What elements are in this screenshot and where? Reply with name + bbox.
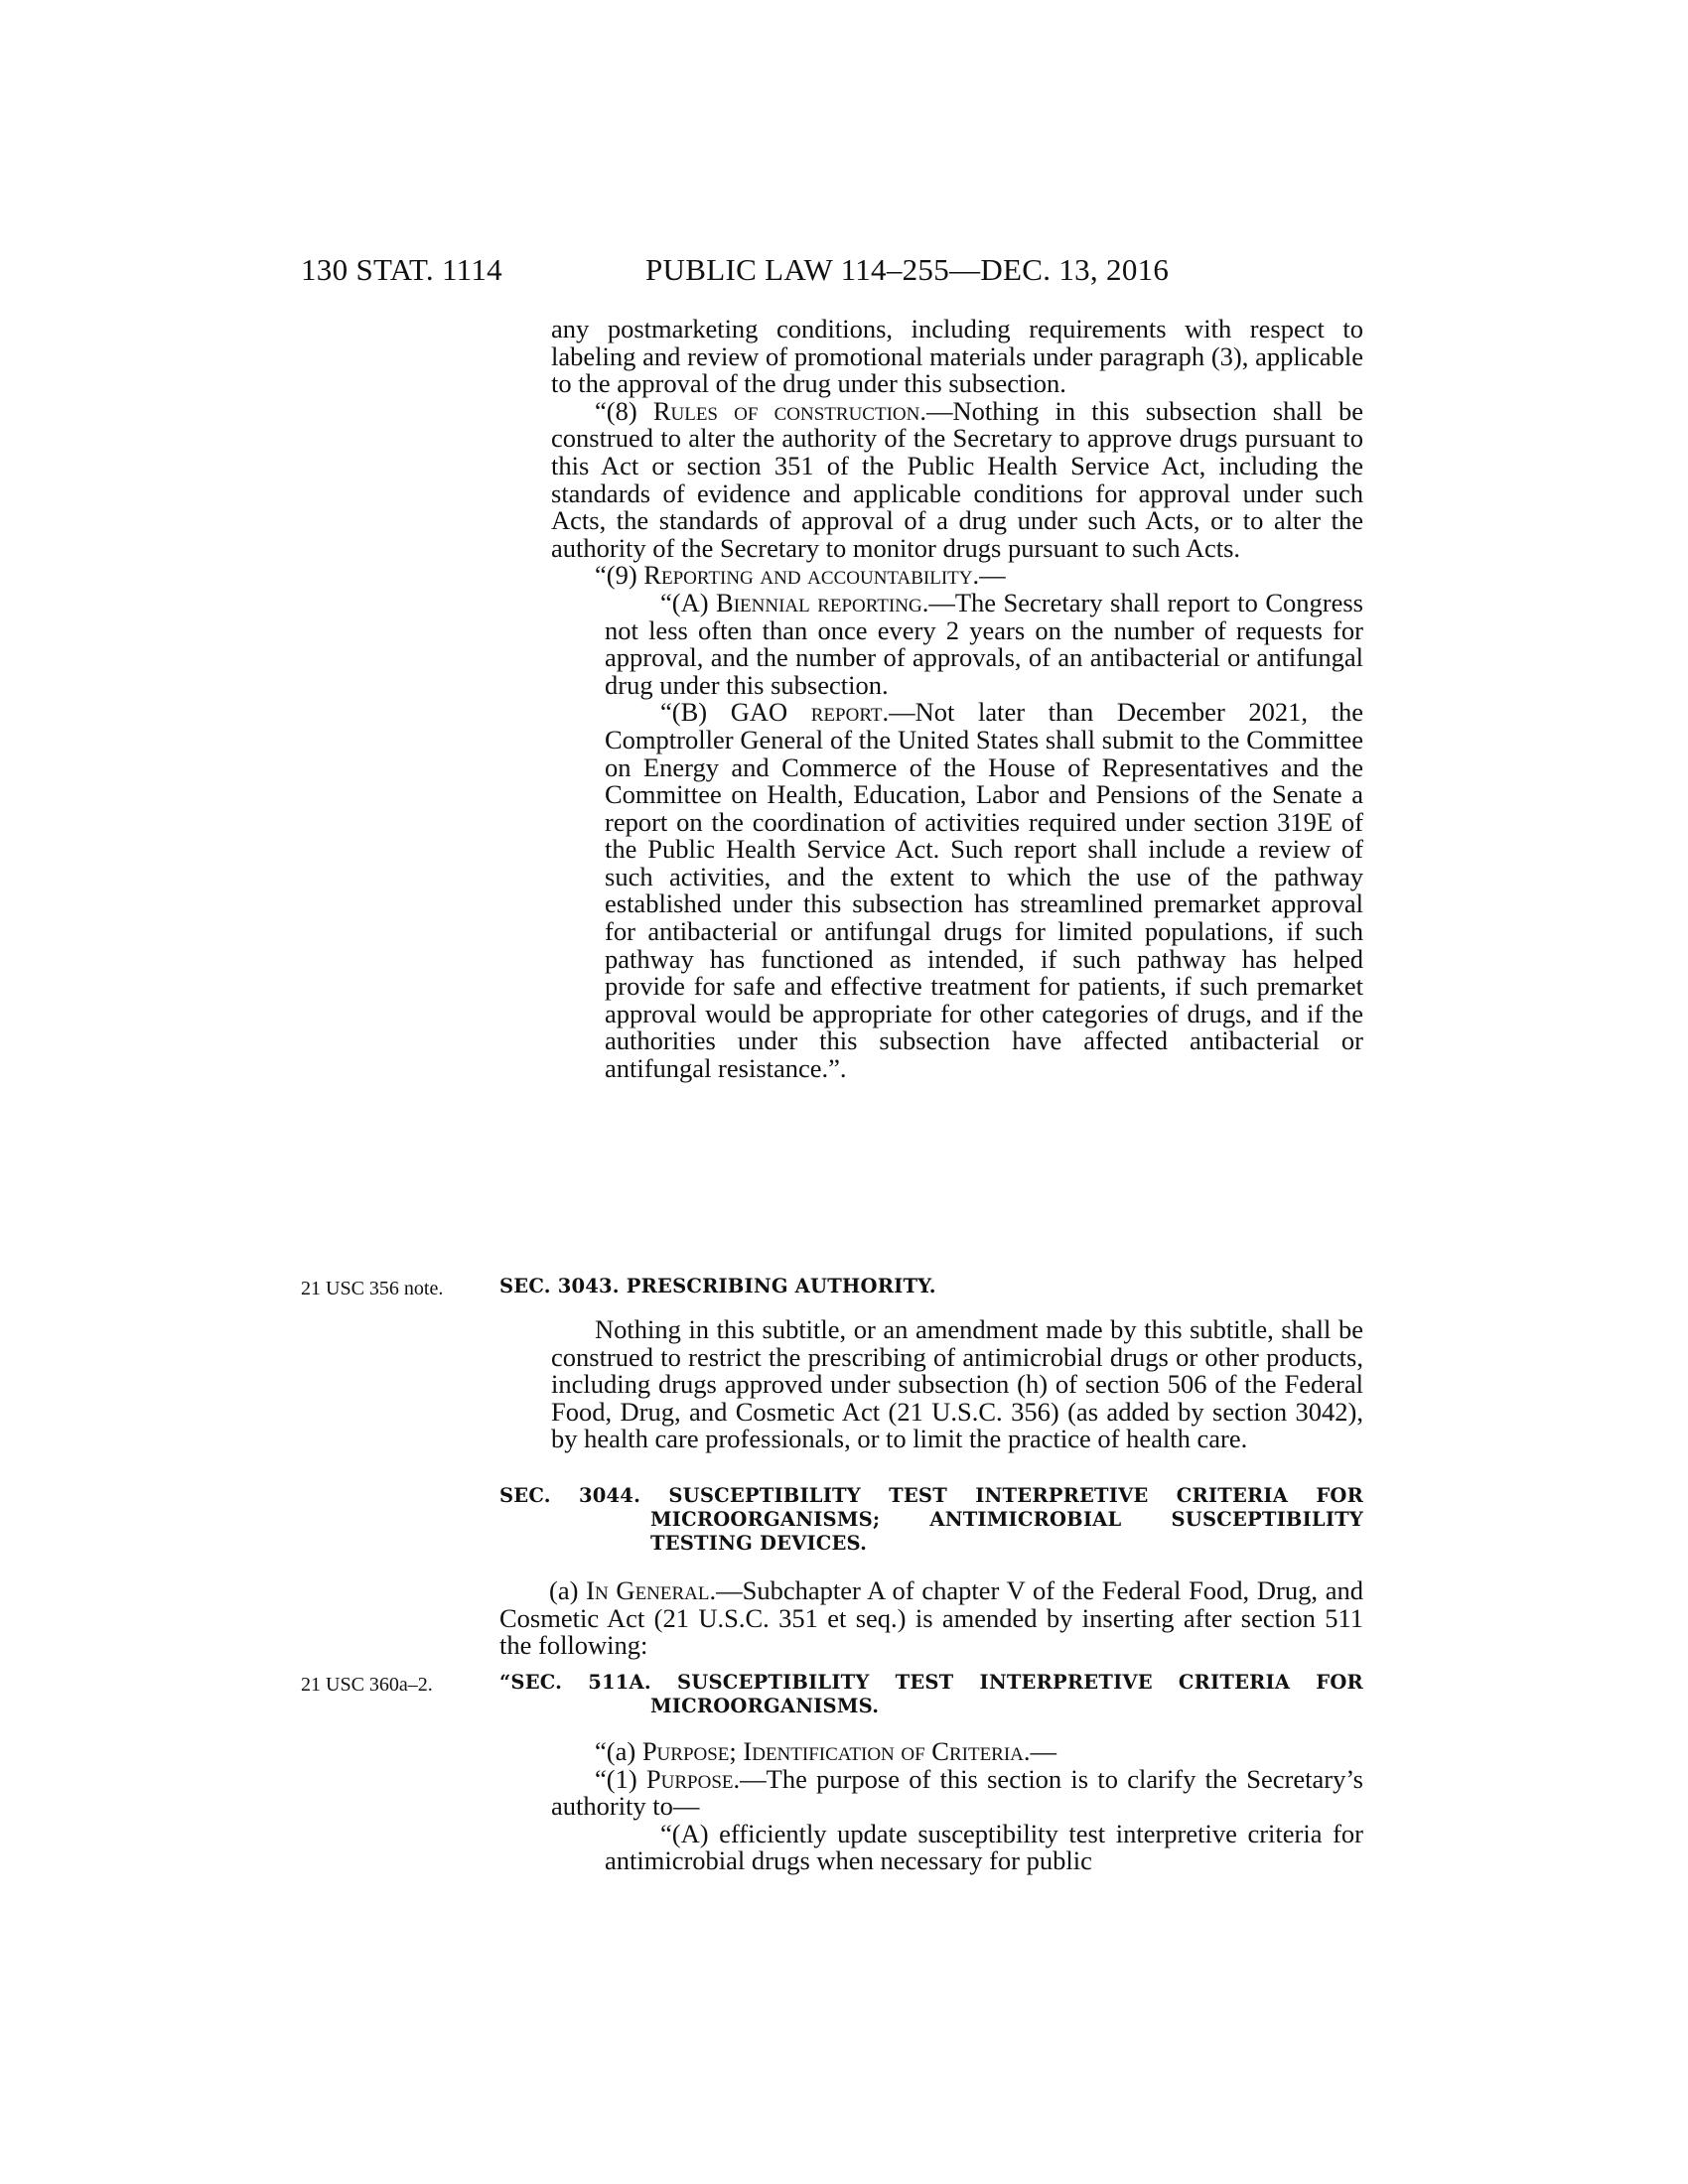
subparagraph-a (605, 587, 1363, 700)
section-511a-paragraph-1-label: “(1) (595, 1763, 646, 1794)
subparagraph-b-body: .—Not later than December 2021, the Comptroller General of the United States shall submit to the Committee on Energy and Commerce of the House of Representatives and the Committee on Health, Education, Labor and Pensions of the Senate a report on the coordination of activities required under section 319E of the Public Health Service Act. Such report shall include a review of such activities, and the extent to which the use of the pathway established under this subsection has streamlined premarket approval for antibacterial or antifungal drugs for limited populations, if such pathway has functioned as intended, if such pathway has helped provide for safe and effective treatment for patients, if such premarket approval would be appropriate for other categories of drugs, and if the authorities under this subsection have affected antibacterial or antifungal resistance.”. (605, 697, 1364, 1084)
section-511a-paragraph-1-body: .—The purpose of this section is to clarify the Secretary’s authority to— (551, 1763, 1363, 1822)
title-word: SUSCEPTIBILITY (668, 1484, 861, 1507)
subparagraph-b (605, 699, 1363, 1082)
subparagraph-a-body: .—The Secretary shall report to Congress not less often than once every 2 years on the number of requests for approval, and the number of approvals, of an antibacterial or antifungal drug under this subsection. (605, 587, 1363, 700)
section-3043-title-text: SEC. 3043. PRESCRIBING AUTHORITY. (499, 1275, 936, 1297)
section-511a-subparagraph-a: “(A) efficiently update susceptibility test interpretive criteria for antimicrobial drugs when necessary for public (605, 1818, 1363, 1876)
subparagraph-a-label: “(A) (660, 587, 717, 617)
title-word: CRITERIA (1178, 1671, 1291, 1694)
title-word: SUSCEPTIBILITY (676, 1671, 870, 1694)
paragraph-8-label: “(8) (595, 395, 653, 426)
title-word: INTERPRETIVE (979, 1671, 1153, 1694)
title-word: MICROORGANISMS; (650, 1508, 881, 1531)
paragraph-9-label: “(9) (595, 560, 644, 591)
title-word: SUSCEPTIBILITY (1171, 1508, 1363, 1531)
title-word: 3044. (579, 1484, 641, 1507)
paragraph-9 (551, 562, 1363, 590)
subparagraph-a-heading: Biennial reporting (716, 587, 922, 617)
section-3044-title-line3 (499, 1532, 1363, 1556)
title-word: TEST (895, 1671, 954, 1694)
paragraph-8 (551, 395, 1363, 563)
top-text-block (551, 316, 1363, 1083)
paragraph-8-heading: Rules of construction (652, 395, 920, 426)
section-511a-title-line1 (499, 1671, 1363, 1695)
title-word: MICROORGANISMS. (650, 1695, 880, 1717)
paragraph-9-heading: Reporting and accountability (643, 560, 973, 591)
subparagraph-b-heading: report (810, 697, 883, 728)
title-word: 511A. (588, 1671, 651, 1694)
section-3043-paragraph: Nothing in this subtitle, or an amendment made by this subtitle, shall be construed to restrict the prescribing of antimicrobial drugs or other products, including drugs approved under subsection (h) of section 506 of the Federal Food, Drug, and Cosmetic Act (21 U.S.C. 356) (as added by section 3042), by health care professionals, or to limit the practice of health care. (551, 1314, 1363, 1454)
subparagraph-b-label: “(B) GAO (660, 697, 811, 728)
title-word: CRITERIA (1176, 1484, 1289, 1507)
section-3044-a-heading: In General (586, 1575, 710, 1605)
section-3043-title (499, 1275, 1363, 1298)
section-3044-title-line1 (499, 1484, 1363, 1508)
title-word: ANTIMICROBIAL (929, 1508, 1122, 1531)
paragraph-9-body: .— (972, 560, 1006, 591)
title-word: FOR (1316, 1671, 1363, 1694)
section-511a-a-body: .— (1023, 1736, 1057, 1766)
section-3043-body (551, 1316, 1363, 1453)
section-511a-title (499, 1671, 1363, 1718)
title-word: INTERPRETIVE (975, 1484, 1149, 1507)
section-511a-subparagraph-group (551, 1818, 1363, 1876)
section-511a-a (551, 1738, 1363, 1766)
section-3044-title-line2 (499, 1508, 1363, 1532)
section-511a-paragraph-1 (551, 1763, 1363, 1822)
paragraph-8-body: .—Nothing in this subsection shall be construed to alter the authority of the Secretary to approve drugs pursuant to this Act or section 351 of the Public Health Service Act, including the standards of evidence and applicable conditions for approval under such Acts, the standards of approval of a drug under such Acts, or to alter the authority of the Secretary to monitor drugs pursuant to such Acts. (551, 395, 1363, 563)
sidenote-21-usc-356: 21 USC 356 note. (301, 1278, 444, 1299)
title-word: TESTING DEVICES. (650, 1532, 868, 1555)
section-3044-a-body: .—Subchapter A of chapter V of the Federal Food, Drug, and Cosmetic Act (21 U.S.C. 351 et seq.) is amended by inserting after section 511 the following: (499, 1575, 1363, 1661)
title-word: SEC. (499, 1484, 551, 1507)
title-word: TEST (889, 1484, 947, 1507)
stat-page-number: 130 STAT. 1114 (301, 252, 502, 287)
subparagraph-group (551, 587, 1364, 1084)
public-law-header: PUBLIC LAW 114–255—DEC. 13, 2016 (645, 252, 1170, 287)
title-word: “SEC. (499, 1671, 563, 1694)
section-3044-a-label: (a) (549, 1575, 587, 1605)
section-511a-title-line2 (499, 1695, 1363, 1718)
section-511a-a-heading: Purpose; Identification of Criteria (641, 1736, 1024, 1766)
title-word: FOR (1316, 1484, 1363, 1507)
section-3044-body (499, 1577, 1363, 1660)
section-511a-a-label: “(a) (595, 1736, 642, 1766)
section-511a-paragraph-1-heading: Purpose (645, 1763, 734, 1794)
section-3044-a (499, 1577, 1363, 1660)
carryover-paragraph: any postmarketing conditions, including requirements with respect to labeling and review of promotional materials under paragraph (3), applicable to the approval of the drug under this subsection. (551, 314, 1363, 399)
section-3044-title (499, 1484, 1363, 1556)
section-511a-body (551, 1738, 1363, 1875)
sidenote-21-usc-360a-2: 21 USC 360a–2. (301, 1674, 433, 1696)
